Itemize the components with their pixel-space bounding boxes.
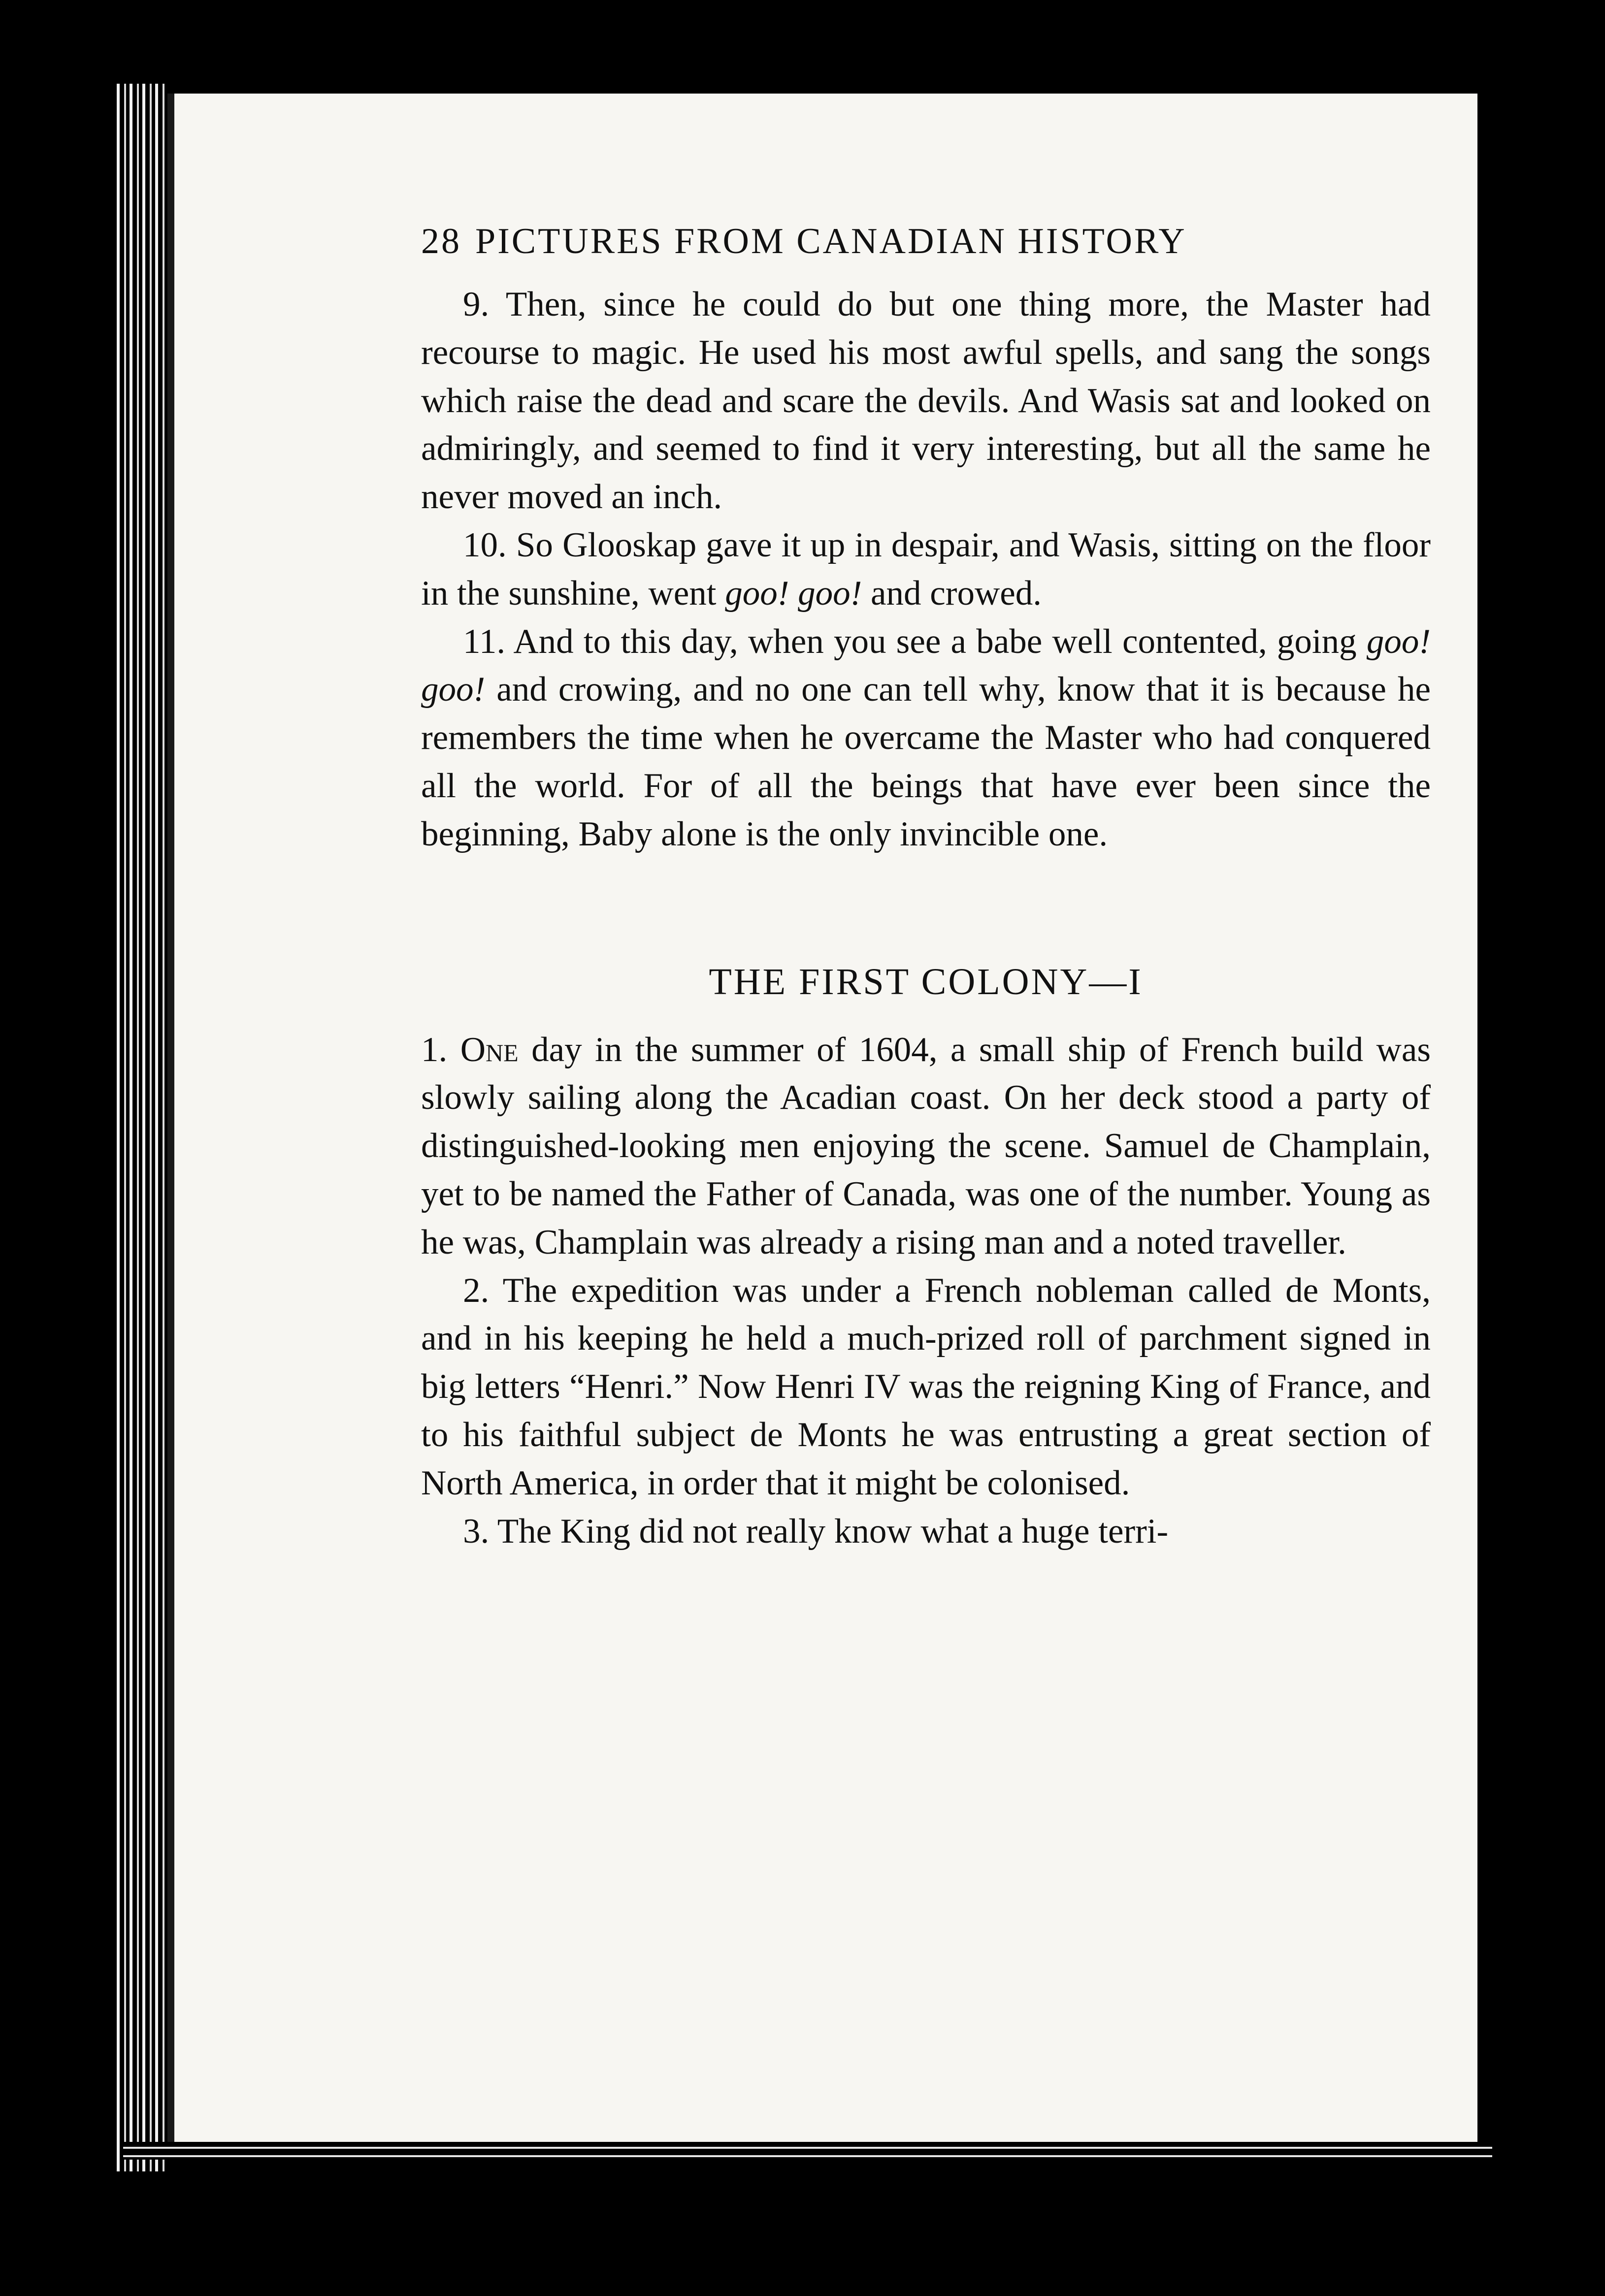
section-paragraph-1 [421, 1026, 1431, 1267]
page-text-block [421, 222, 1431, 1555]
section-paragraph-1-text: day in the summer of 1604, a small ship of French build was slowly sailing along the Acadian coast. On her deck stood a party of distinguished-looking men enjoying the scene. Samuel de Champlain, yet to be named the Father of Canada, was one of the number. Young as he was, Champlain was already a rising man and a noted traveller. [421, 1030, 1431, 1261]
section-paragraph-2 [421, 1267, 1431, 1508]
section-title: THE FIRST COLONY—I [709, 961, 1143, 1002]
paragraph-11-text-a: 11. And to this day, when you see a babe well contented, going [463, 622, 1367, 661]
paragraph-10-text-a: 10. So Glooskap gave it up in despair, and Wasis, sitting on the floor in the sunshine, went [421, 525, 1431, 613]
book-spine-edge [113, 84, 167, 2171]
paragraph-10 [421, 521, 1431, 618]
section-paragraph-3-text: 3. The King did not really know what a huge terri- [463, 1512, 1169, 1551]
section-paragraph-3 [421, 1508, 1431, 1556]
paragraph-10-goo: goo! goo! [725, 574, 862, 613]
page-bottom-edge [123, 2142, 1492, 2160]
paragraph-9 [421, 281, 1431, 521]
paragraph-11-text-b: and crowing, and no one can tell why, know that it is because he remembers the time when he overcame the Master who had conquered all the world. For of all the beings that have ever been since the beginning, Baby alone is the only invincible one. [421, 670, 1431, 853]
paragraph-11-goo: goo! goo! [421, 622, 1431, 709]
paragraph-10-text-b: and crowed. [862, 574, 1042, 613]
section-paragraph-2-text: 2. The expedition was under a French nobleman called de Monts, and in his keeping he held a much-prized roll of parchment signed in big letters “Henri.” Now Henri IV was the reigning King of France, and to his faithful subject de Monts he was entrusting a great section of North America, in order that it might be colonised. [421, 1271, 1431, 1502]
book-title: PICTURES FROM CANADIAN HISTORY [475, 221, 1187, 261]
paragraph-11 [421, 618, 1431, 859]
section-paragraph-1-num: 1. [421, 1030, 460, 1069]
page-number: 28 [421, 221, 461, 261]
running-head [421, 222, 1431, 261]
paragraph-9-text: 9. Then, since he could do but one thing more, the Master had recourse to magic. He used his most awful spells, and sang the songs which raise the dead and scare the devils. And Wasis sat and looked on admiringly, and seemed to find it very interesting, but all the same he never moved an inch. [421, 285, 1431, 517]
section-paragraph-1-lead-word: One [460, 1030, 519, 1069]
